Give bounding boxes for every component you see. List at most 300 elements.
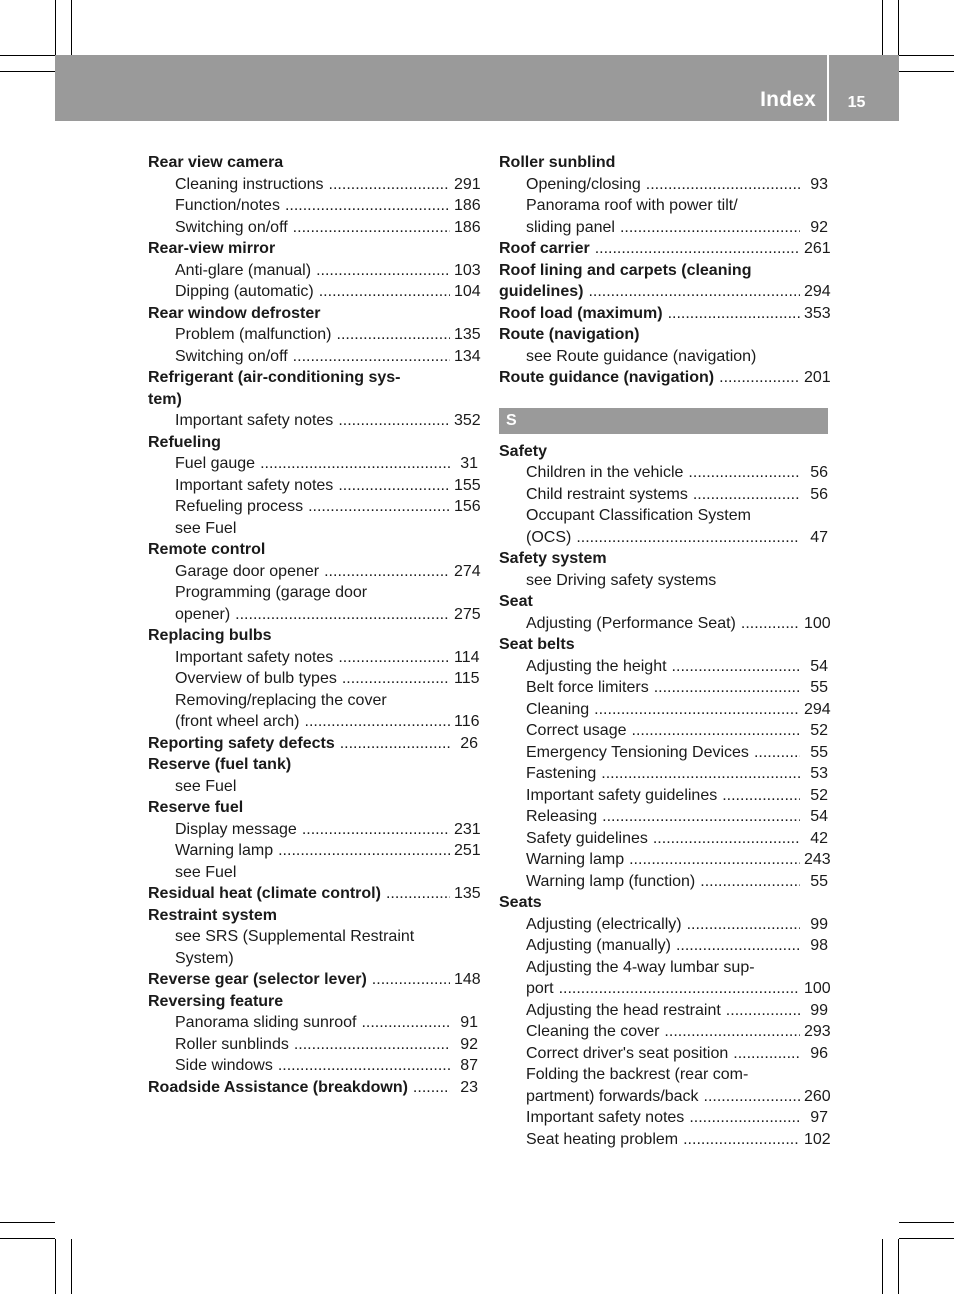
sub-entry-text-row — [526, 699, 831, 721]
sub-entry-text-row — [526, 1043, 828, 1065]
crop-mark — [0, 55, 55, 56]
sub-entry — [499, 174, 828, 196]
sub-entry — [499, 871, 828, 893]
sub-entry — [148, 453, 478, 475]
sub-entry-text: Emergency Tensioning Devices — [526, 743, 749, 761]
sub-entry-text-row — [526, 1129, 831, 1151]
sub-entry — [148, 217, 481, 239]
page-ref: 135 — [454, 326, 481, 343]
sub-entry — [148, 668, 478, 690]
sub-entry — [148, 840, 481, 862]
sub-entry-text-row — [526, 527, 828, 549]
leader-dots — [342, 668, 450, 690]
index-entry — [148, 625, 478, 733]
leader-dots — [372, 969, 450, 991]
page-ref: 294 — [804, 283, 831, 300]
sub-entry-text: Warning lamp — [526, 851, 625, 868]
leader-dots — [693, 484, 800, 506]
crop-mark — [882, 1239, 883, 1294]
sub-entry-text: Garage door opener — [175, 562, 320, 580]
sub-entry — [499, 1064, 831, 1107]
sub-entry-text-row — [175, 711, 478, 733]
leader-dots — [329, 174, 450, 196]
index-entry — [148, 905, 478, 970]
sub-entry — [148, 195, 481, 217]
leader-dots — [308, 496, 450, 518]
sub-entry-text-row — [175, 496, 481, 518]
sub-entry-text-row — [526, 871, 828, 893]
sub-entry-text: Removing/replacing the cover — [175, 691, 387, 709]
leader-dots — [285, 195, 450, 217]
index-entry — [499, 152, 828, 238]
page-ref: 275 — [454, 605, 481, 623]
leader-dots — [338, 647, 450, 669]
index-column-left — [148, 152, 481, 1098]
sub-entry — [499, 828, 828, 850]
sub-entry-text: see Route guidance (navigation) — [526, 347, 757, 365]
sub-entry — [148, 647, 478, 669]
leader-dots — [294, 1034, 450, 1056]
index-term: Reporting safety defects — [148, 734, 335, 752]
page-ref: 92 — [810, 218, 828, 236]
crop-mark — [55, 0, 56, 55]
sub-entry-text-row — [175, 174, 481, 196]
sub-entry-text-row — [526, 174, 828, 196]
sub-entry — [148, 862, 478, 884]
index-column-right — [499, 152, 831, 1150]
sub-entry-text: Cleaning the cover — [526, 1023, 660, 1040]
sub-entry-text-row — [526, 914, 828, 936]
sub-entry-text-row — [175, 604, 481, 626]
page-ref: 274 — [454, 562, 481, 580]
leader-dots — [413, 1077, 450, 1099]
page-ref: 98 — [810, 937, 828, 954]
index-term-row — [499, 303, 831, 325]
crop-mark — [0, 1222, 55, 1223]
leader-dots — [316, 260, 450, 282]
sub-entry-text-row — [175, 819, 481, 841]
index-entry — [499, 441, 828, 549]
leader-dots — [704, 1086, 800, 1108]
sub-entry-text: Important safety notes — [175, 476, 334, 494]
index-term: Remote control — [148, 541, 266, 558]
sub-entry-text: Folding the backrest (rear com- — [526, 1066, 749, 1083]
page-ref: 243 — [804, 851, 831, 868]
index-term: Reserve fuel — [148, 799, 244, 816]
sub-entry-text-row — [526, 656, 828, 678]
page-ref: 87 — [460, 1057, 478, 1074]
page-ref: 55 — [810, 679, 828, 696]
sub-entry-text-row — [526, 806, 828, 828]
sub-entry-text: Programming (garage door — [175, 584, 368, 601]
sub-entry — [148, 561, 481, 583]
sub-entry-text-row — [175, 260, 481, 282]
sub-entry — [148, 281, 481, 303]
sub-entry — [148, 776, 478, 798]
leader-dots — [278, 1055, 450, 1077]
sub-entry-text-row — [175, 1012, 478, 1034]
sub-entry — [499, 1043, 828, 1065]
leader-dots — [664, 1021, 800, 1043]
page-ref: 56 — [810, 464, 828, 481]
leader-dots — [340, 733, 450, 755]
sub-entry-text-row — [526, 720, 828, 742]
leader-dots — [668, 303, 800, 325]
index-term: Rear view camera — [148, 154, 284, 171]
page-ref: 92 — [460, 1035, 478, 1053]
crop-mark — [899, 1222, 954, 1223]
sub-entry-text-row — [175, 217, 481, 239]
index-term: Reversing feature — [148, 992, 284, 1010]
sub-entry-text: System) — [175, 949, 234, 967]
index-term-row — [499, 238, 831, 260]
crop-mark — [899, 1238, 954, 1239]
sub-entry-text: Fuel gauge — [175, 455, 256, 472]
sub-entry-text: Adjusting the 4-way lumbar sup- — [526, 958, 755, 976]
leader-dots — [302, 819, 450, 841]
leader-dots — [733, 1043, 800, 1065]
index-term: Reverse gear (selector lever) — [148, 971, 367, 988]
index-entry — [148, 152, 481, 238]
page-ref: 42 — [810, 829, 828, 847]
sub-entry — [499, 195, 828, 238]
index-term-row — [148, 733, 478, 755]
page-ref: 54 — [810, 657, 828, 675]
index-term: Restraint system — [148, 906, 277, 924]
sub-entry-text-row — [175, 561, 481, 583]
page-ref: 56 — [810, 485, 828, 503]
index-entry — [148, 539, 481, 625]
page-ref: 261 — [804, 240, 831, 257]
page-ref: 353 — [804, 304, 831, 322]
crop-mark — [882, 0, 883, 55]
sub-entry — [499, 957, 831, 1000]
page-ref: 104 — [454, 283, 481, 300]
sub-entry-text-row — [526, 1107, 828, 1129]
page-ref: 96 — [810, 1044, 828, 1062]
sub-entry-text: see Driving safety systems — [526, 571, 717, 589]
sub-entry-text-row — [526, 978, 831, 1000]
sub-entry — [148, 496, 481, 518]
sub-entry — [148, 518, 478, 540]
index-term: Rear window defroster — [148, 304, 321, 322]
sub-entry-text: Switching on/off — [175, 218, 288, 236]
leader-dots — [676, 935, 800, 957]
sub-entry — [148, 260, 481, 282]
sub-entry-text: Fastening — [526, 765, 597, 782]
sub-entry-text: Important safety notes — [175, 648, 334, 666]
sub-entry-text: Releasing — [526, 808, 598, 825]
index-entry — [148, 1077, 478, 1099]
index-term: Refrigerant (air-conditioning sys- — [148, 369, 401, 386]
index-term: Safety system — [499, 550, 607, 567]
index-entry — [148, 303, 481, 368]
sub-entry-text-row — [526, 849, 831, 871]
sub-entry — [499, 935, 828, 957]
sub-entry-text-row — [175, 453, 478, 475]
sub-entry-text-row — [175, 324, 481, 346]
index-entry — [499, 238, 831, 260]
sub-entry-text: Function/notes — [175, 197, 280, 214]
page-ref: 293 — [804, 1023, 831, 1040]
leader-dots — [601, 763, 800, 785]
sub-entry — [499, 613, 831, 635]
sub-entry — [499, 484, 828, 506]
page-ref: 135 — [454, 885, 481, 902]
sub-entry-text: Important safety notes — [526, 1109, 685, 1126]
page-ref: 23 — [460, 1078, 478, 1096]
page-ref: 54 — [810, 808, 828, 825]
leader-dots — [319, 281, 450, 303]
leader-dots — [629, 849, 800, 871]
sub-entry-text-row — [175, 1034, 478, 1056]
sub-entry-text: Adjusting (Performance Seat) — [526, 614, 736, 632]
sub-entry-text: Roller sunblinds — [175, 1035, 289, 1053]
leader-dots — [278, 840, 450, 862]
sub-entry — [148, 926, 478, 969]
sub-entry-text: Opening/closing — [526, 175, 641, 193]
page-ref: 186 — [454, 197, 481, 214]
sub-entry-text-row — [175, 346, 481, 368]
sub-entry-text: see SRS (Supplemental Restraint — [175, 928, 415, 945]
sub-entry — [148, 1034, 478, 1056]
sub-entry-text: Display message — [175, 820, 297, 838]
index-term: Roller sunblind — [499, 154, 616, 171]
index-entry — [148, 883, 481, 905]
page-ref: 100 — [804, 980, 831, 997]
index-term: Roof load (maximum) — [499, 304, 663, 322]
sub-entry-text: (front wheel arch) — [175, 713, 300, 730]
sub-entry — [148, 1012, 478, 1034]
sub-entry-text-row — [526, 935, 828, 957]
index-entry — [148, 797, 481, 883]
crop-mark — [71, 1239, 72, 1294]
index-entry — [499, 591, 831, 634]
sub-entry — [148, 346, 481, 368]
sub-entry — [499, 570, 828, 592]
leader-dots — [361, 1012, 450, 1034]
sub-entry-text: partment) forwards/back — [526, 1087, 699, 1105]
sub-entry-text: Belt force limiters — [526, 679, 649, 696]
page-ref: 103 — [454, 261, 481, 279]
page-ref: 100 — [804, 614, 831, 632]
page-ref: 55 — [810, 743, 828, 761]
sub-entry-text: Overview of bulb types — [175, 670, 337, 687]
sub-entry — [499, 785, 828, 807]
page-ref: 47 — [810, 528, 828, 546]
sub-entry-text: Refueling process — [175, 498, 304, 515]
crop-mark — [0, 1238, 55, 1239]
sub-entry-text-row — [526, 1000, 828, 1022]
sub-entry-text-row — [526, 462, 828, 484]
index-term: Reserve (fuel tank) — [148, 756, 292, 773]
index-term: Rear-view mirror — [148, 240, 276, 257]
sub-entry-text: Warning lamp — [175, 842, 274, 859]
page-ref: 116 — [454, 713, 480, 730]
index-term: Replacing bulbs — [148, 627, 272, 644]
index-entry — [148, 432, 481, 540]
leader-dots — [576, 527, 800, 549]
sub-entry-text: see Fuel — [175, 519, 237, 537]
sub-entry — [148, 324, 481, 346]
section-header-s: S — [499, 408, 828, 434]
sub-entry-text: opener) — [175, 605, 231, 623]
sub-entry-text: Adjusting the head restraint — [526, 1001, 721, 1019]
leader-dots — [646, 174, 800, 196]
sub-entry — [148, 690, 478, 733]
page-ref: 97 — [810, 1109, 828, 1126]
page-ref: 134 — [454, 347, 481, 365]
leader-dots — [235, 604, 450, 626]
page-number: 15 — [847, 94, 866, 111]
leader-dots — [260, 453, 450, 475]
leader-dots — [588, 281, 800, 303]
sub-entry-text-row — [526, 763, 828, 785]
page-ref: 99 — [810, 1001, 828, 1019]
sub-entry-text: Panorama sliding sunroof — [175, 1014, 357, 1031]
page-ref: 156 — [454, 498, 481, 515]
sub-entry — [499, 806, 828, 828]
sub-entry — [148, 410, 481, 432]
sub-entry-text-row — [526, 742, 828, 764]
sub-entry — [499, 1000, 828, 1022]
index-term: Seat — [499, 593, 533, 610]
index-term: Route (navigation) — [499, 326, 640, 343]
sub-entry — [499, 849, 831, 871]
index-entry — [499, 303, 831, 325]
sub-entry — [499, 677, 828, 699]
sub-entry — [148, 819, 481, 841]
page-ref: 102 — [804, 1130, 831, 1148]
sub-entry — [148, 475, 481, 497]
index-entry — [499, 367, 831, 389]
sub-entry-text: Correct usage — [526, 722, 627, 739]
sub-entry-text: Important safety guidelines — [526, 786, 718, 804]
index-entry — [148, 367, 481, 432]
index-term: Roof carrier — [499, 240, 590, 257]
index-term: Roadside Assistance (breakdown) — [148, 1078, 408, 1096]
sub-entry-text: Anti-glare (manual) — [175, 261, 312, 279]
index-term-row — [148, 1077, 478, 1099]
sub-entry — [499, 505, 828, 548]
leader-dots — [700, 871, 800, 893]
sub-entry-text: Cleaning — [526, 700, 590, 718]
sub-entry-text: Correct driver's seat position — [526, 1044, 729, 1062]
sub-entry-text-row — [175, 475, 481, 497]
index-term: guidelines) — [499, 283, 584, 300]
index-entry — [499, 548, 828, 591]
page-ref: 99 — [810, 915, 828, 933]
sub-entry — [148, 582, 481, 625]
leader-dots — [683, 1129, 800, 1151]
page-ref: 55 — [810, 872, 828, 890]
leader-dots — [386, 883, 450, 905]
leader-dots — [559, 978, 800, 1000]
sub-entry-text: Occupant Classification System — [526, 507, 751, 524]
leader-dots — [305, 711, 451, 733]
page-ref: 31 — [460, 455, 478, 472]
leader-dots — [293, 217, 450, 239]
sub-entry-text-row — [526, 677, 828, 699]
sub-entry-text-row — [175, 410, 481, 432]
index-term: Safety — [499, 442, 548, 460]
sub-entry-text-row — [175, 281, 481, 303]
page-ref: 155 — [454, 476, 481, 494]
sub-entry-text: Side windows — [175, 1057, 273, 1074]
leader-dots — [672, 656, 800, 678]
sub-entry-text-row — [175, 668, 478, 690]
index-term-row — [499, 281, 831, 303]
crop-mark — [0, 71, 55, 72]
crop-mark — [899, 71, 954, 72]
leader-dots — [293, 346, 450, 368]
sub-entry-text-row — [526, 217, 828, 239]
page-ref: 114 — [454, 648, 480, 666]
leader-dots — [741, 613, 800, 635]
sub-entry — [148, 1055, 478, 1077]
sub-entry-text: Switching on/off — [175, 347, 288, 365]
crop-mark — [71, 0, 72, 55]
page-ref: 291 — [454, 175, 481, 193]
page-ref: 53 — [810, 765, 828, 782]
index-entry — [148, 754, 478, 797]
sub-entry-text: Problem (malfunction) — [175, 326, 332, 343]
leader-dots — [338, 475, 450, 497]
sub-entry — [499, 462, 828, 484]
leader-dots — [324, 561, 450, 583]
index-entry — [148, 969, 481, 991]
sub-entry — [499, 914, 828, 936]
sub-entry-text-row — [526, 613, 831, 635]
sub-entry-text-row — [526, 484, 828, 506]
page-ref: 260 — [804, 1087, 831, 1105]
leader-dots — [719, 367, 800, 389]
index-term: Residual heat (climate control) — [148, 885, 381, 902]
leader-dots — [688, 462, 800, 484]
sub-entry-text: Children in the vehicle — [526, 464, 684, 481]
sub-entry-text: Adjusting the height — [526, 657, 667, 675]
page-ref: 352 — [454, 412, 481, 429]
index-entry — [499, 324, 828, 367]
leader-dots — [632, 720, 801, 742]
sub-entry — [499, 763, 828, 785]
leader-dots — [602, 806, 800, 828]
index-entry — [499, 260, 831, 303]
leader-dots — [653, 828, 800, 850]
crop-mark — [898, 0, 899, 55]
sub-entry — [499, 742, 828, 764]
leader-dots — [594, 699, 800, 721]
sub-entry-text-row — [526, 1021, 831, 1043]
sub-entry-text: Cleaning instructions — [175, 175, 324, 193]
index-entry — [148, 238, 481, 303]
index-term: Roof lining and carpets (cleaning — [499, 261, 752, 279]
page-ref: 115 — [454, 670, 480, 687]
sub-entry — [148, 174, 481, 196]
index-entry — [499, 892, 831, 1150]
index-entry — [499, 634, 831, 892]
sub-entry-text-row — [175, 647, 478, 669]
crop-mark — [55, 1239, 56, 1294]
page-ref: 251 — [454, 842, 481, 859]
sub-entry — [499, 346, 828, 368]
index-entry — [148, 991, 478, 1077]
sub-entry-text: Adjusting (electrically) — [526, 915, 682, 933]
index-term: Seats — [499, 894, 542, 911]
sub-entry-text-row — [175, 195, 481, 217]
leader-dots — [726, 1000, 800, 1022]
sub-entry — [499, 699, 831, 721]
